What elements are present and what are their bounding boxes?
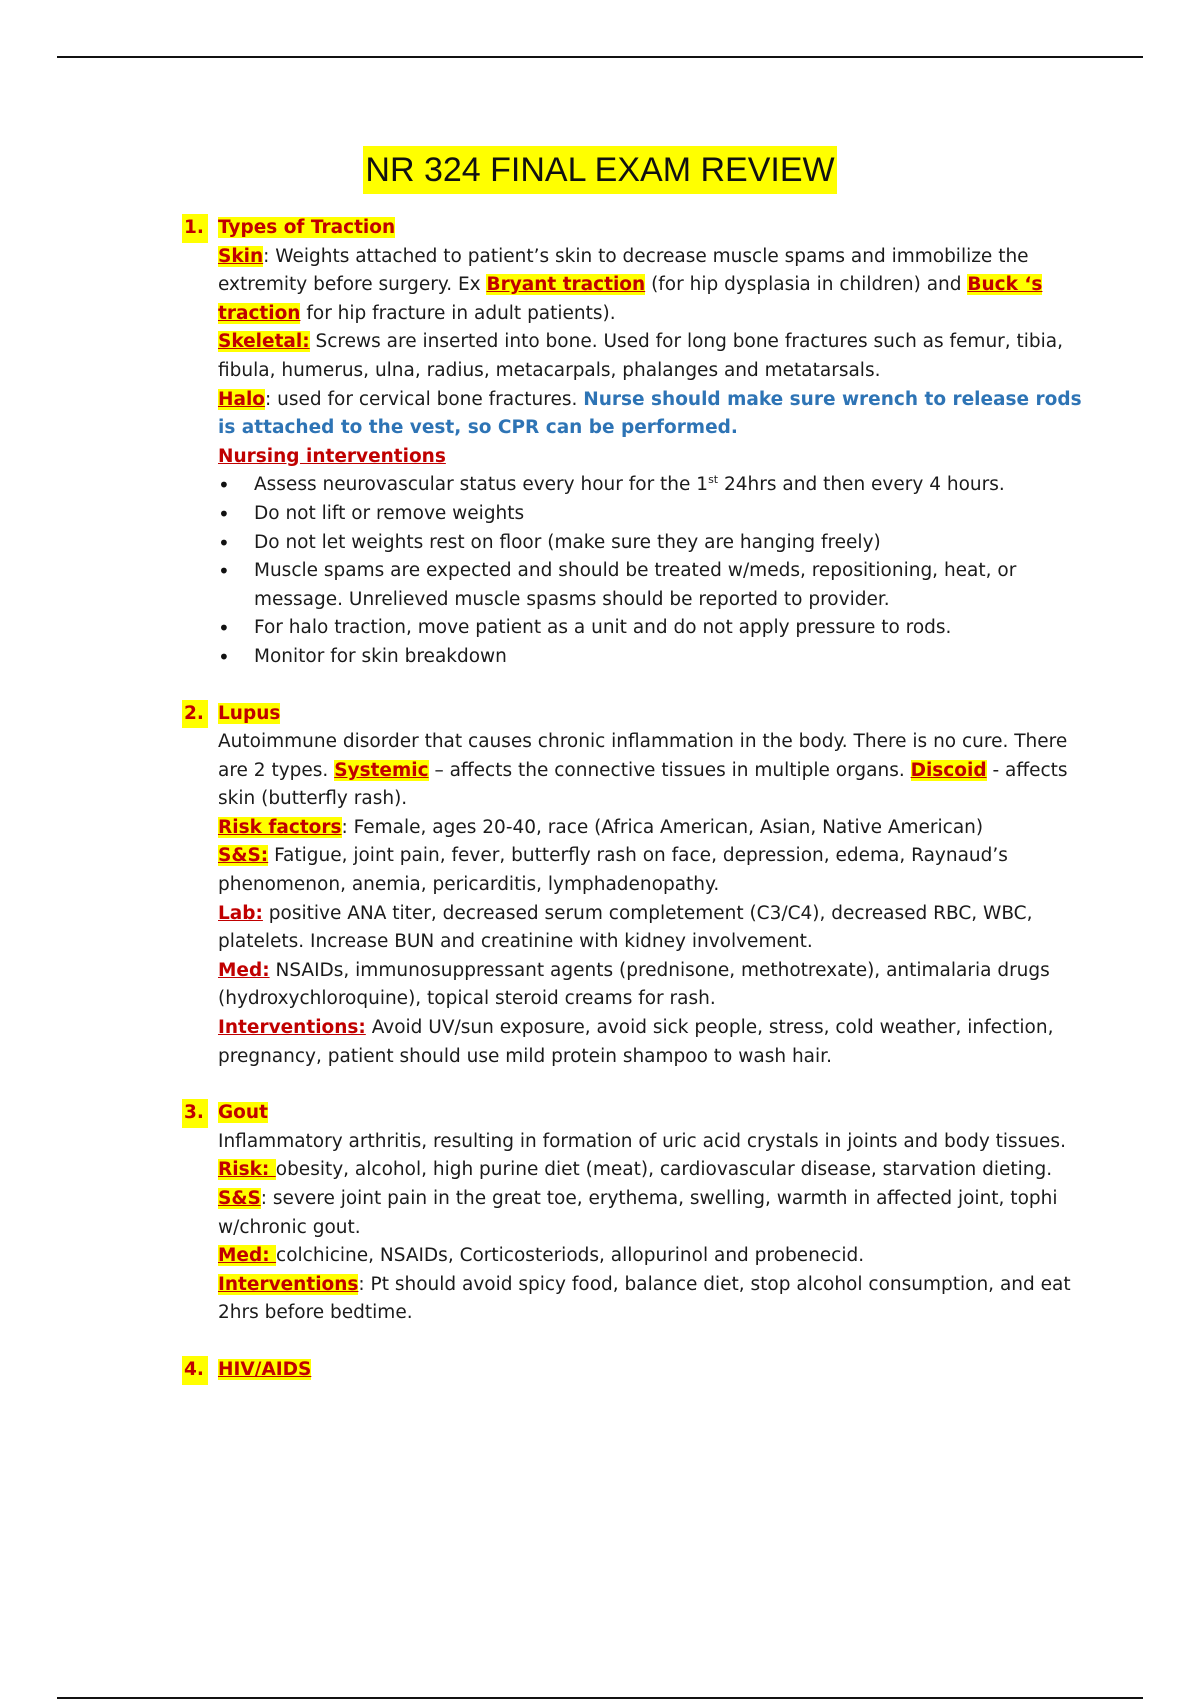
section-heading	[182, 700, 1102, 729]
intro-text: Autoimmune disorder that causes chronic inflammation in the body. There is no cure. There are 2 types.	[218, 731, 1068, 781]
skin-text-2: (for hip dysplasia in children) and	[645, 274, 968, 296]
list-item-text: Assess neurovascular status every hour for the 1	[254, 474, 709, 496]
section-heading	[182, 1356, 1102, 1385]
section-content	[218, 243, 1102, 472]
section-title: Lupus	[218, 702, 281, 724]
lab-paragraph	[218, 900, 1102, 957]
section-heading	[182, 214, 1102, 243]
list-item	[254, 471, 1102, 500]
nursing-interventions-label: Nursing interventions	[218, 445, 446, 467]
term-discoid: Discoid	[910, 759, 987, 781]
section-number: 4.	[182, 1356, 208, 1385]
ss-text: Fatigue, joint pain, fever, butterfly rash on face, depression, edema, Raynaud’s phenomenon, anemia, pericarditis, lymphadenopathy.	[218, 845, 1008, 896]
section-content	[218, 1128, 1102, 1328]
med-text: colchicine, NSAIDs, Corticosteriods, allopurinol and probenecid.	[276, 1245, 865, 1267]
skin-paragraph	[218, 243, 1102, 329]
section-number: 1.	[182, 214, 208, 243]
ss-text: : severe joint pain in the great toe, erythema, swelling, warmth in affected joint, tophi w/chronic gout.	[218, 1188, 1058, 1238]
interventions-paragraph	[218, 1014, 1102, 1071]
section-gout	[182, 1099, 1102, 1328]
list-item: • Do not let weights rest on floor (make sure they are hanging freely)	[254, 529, 1102, 558]
term-bryant-traction: Bryant traction	[486, 274, 646, 296]
term-systemic: Systemic	[334, 759, 429, 781]
list-item: • Monitor for skin breakdown	[254, 643, 1102, 672]
med-text: NSAIDs, immunosuppressant agents (prednisone, methotrexate), antimalaria drugs (hydroxychloroquine), topical steroid creams for rash.	[218, 959, 1050, 1010]
halo-text: : used for cervical bone fractures.	[265, 388, 584, 410]
top-rule	[57, 56, 1143, 58]
term-ss: S&S	[218, 1188, 261, 1209]
section-number: 3.	[182, 1099, 208, 1128]
gout-intro: Inflammatory arthritis, resulting in formation of uric acid crystals in joints and body tissues.	[218, 1130, 1066, 1152]
risk-text: : Female, ages 20-40, race (Africa American, Asian, Native American)	[341, 816, 984, 838]
skeletal-paragraph	[218, 328, 1102, 385]
term-interventions: Interventions	[218, 1273, 359, 1295]
med-paragraph	[218, 1242, 1102, 1271]
risk-paragraph	[218, 1156, 1102, 1185]
term-ss: S&S:	[218, 845, 269, 867]
term-lab: Lab:	[218, 902, 263, 924]
title-block	[0, 146, 1200, 194]
interventions-heading	[218, 443, 1102, 472]
section-title: HIV/AIDS	[218, 1358, 312, 1380]
skin-text-1: : Weights attached to patient’s skin to decrease muscle spams and immobilize the extremity before surgery. Ex	[218, 245, 1029, 296]
risk-paragraph	[218, 814, 1102, 843]
term-risk-factors: Risk factors	[218, 816, 342, 838]
bottom-rule	[57, 1697, 1143, 1699]
ss-paragraph	[218, 842, 1102, 899]
term-med: Med:	[218, 959, 270, 981]
term-risk: Risk:	[218, 1159, 276, 1181]
skin-text-3: for hip fracture in adult patients).	[300, 302, 616, 324]
term-halo: Halo	[218, 388, 266, 410]
interventions-list	[182, 471, 1102, 671]
superscript: st	[708, 473, 719, 487]
lab-text: positive ANA titer, decreased serum completement (C3/C4), decreased RBC, WBC, platelets. Increase BUN and creatinine with kidney involvement.	[218, 902, 1033, 953]
term-med: Med:	[218, 1245, 277, 1267]
list-item: • Do not lift or remove weights	[254, 500, 1102, 529]
ss-paragraph	[218, 1185, 1102, 1242]
risk-text: obesity, alcohol, high purine diet (meat), cardiovascular disease, starvation dieting.	[275, 1159, 1053, 1181]
list-item: • Muscle spams are expected and should be treated w/meds, repositioning, heat, or message. Unrelieved muscle spasms should be reported to provider.	[254, 557, 1102, 614]
lupus-intro	[218, 728, 1102, 814]
list-item-text: 24hrs and then every 4 hours.	[718, 474, 1005, 496]
halo-paragraph	[218, 386, 1102, 443]
section-lupus	[182, 700, 1102, 1072]
section-content	[218, 728, 1102, 1071]
term-interventions: Interventions:	[218, 1017, 366, 1039]
term-buck-traction: Buck ‘s traction	[218, 274, 1043, 324]
page-title: NR 324 FINAL EXAM REVIEW	[363, 146, 836, 194]
list-item: • For halo traction, move patient as a unit and do not apply pressure to rods.	[254, 614, 1102, 643]
intro-text: – affects the connective tissues in multiple organs.	[428, 759, 911, 781]
section-title: Gout	[218, 1102, 268, 1124]
interventions-text: : Pt should avoid spicy food, balance diet, stop alcohol consumption, and eat 2hrs before bedtime.	[218, 1273, 1071, 1324]
interventions-paragraph	[218, 1271, 1102, 1328]
skeletal-text: Screws are inserted into bone. Used for long bone fractures such as femur, tibia, fibula, humerus, ulna, radius, metacarpals, phalanges and metatarsals.	[218, 331, 1064, 381]
halo-note: Nurse should make sure wrench to release rods is attached to the vest, so CPR can be performed.	[218, 388, 1082, 439]
term-skeletal: Skeletal:	[218, 331, 310, 353]
section-title: Types of Traction	[218, 217, 396, 238]
section-number: 2.	[182, 700, 208, 729]
term-skin: Skin	[218, 245, 264, 267]
section-heading	[182, 1099, 1102, 1128]
section-traction	[182, 214, 1102, 672]
med-paragraph	[218, 957, 1102, 1014]
intro-text: - affects skin (butterfly rash).	[218, 759, 1068, 810]
section-hiv-aids	[182, 1356, 1102, 1385]
document-body	[182, 214, 1102, 1413]
interventions-text: Avoid UV/sun exposure, avoid sick people, stress, cold weather, infection, pregnancy, patient should use mild protein shampoo to wash hair.	[218, 1017, 1054, 1067]
